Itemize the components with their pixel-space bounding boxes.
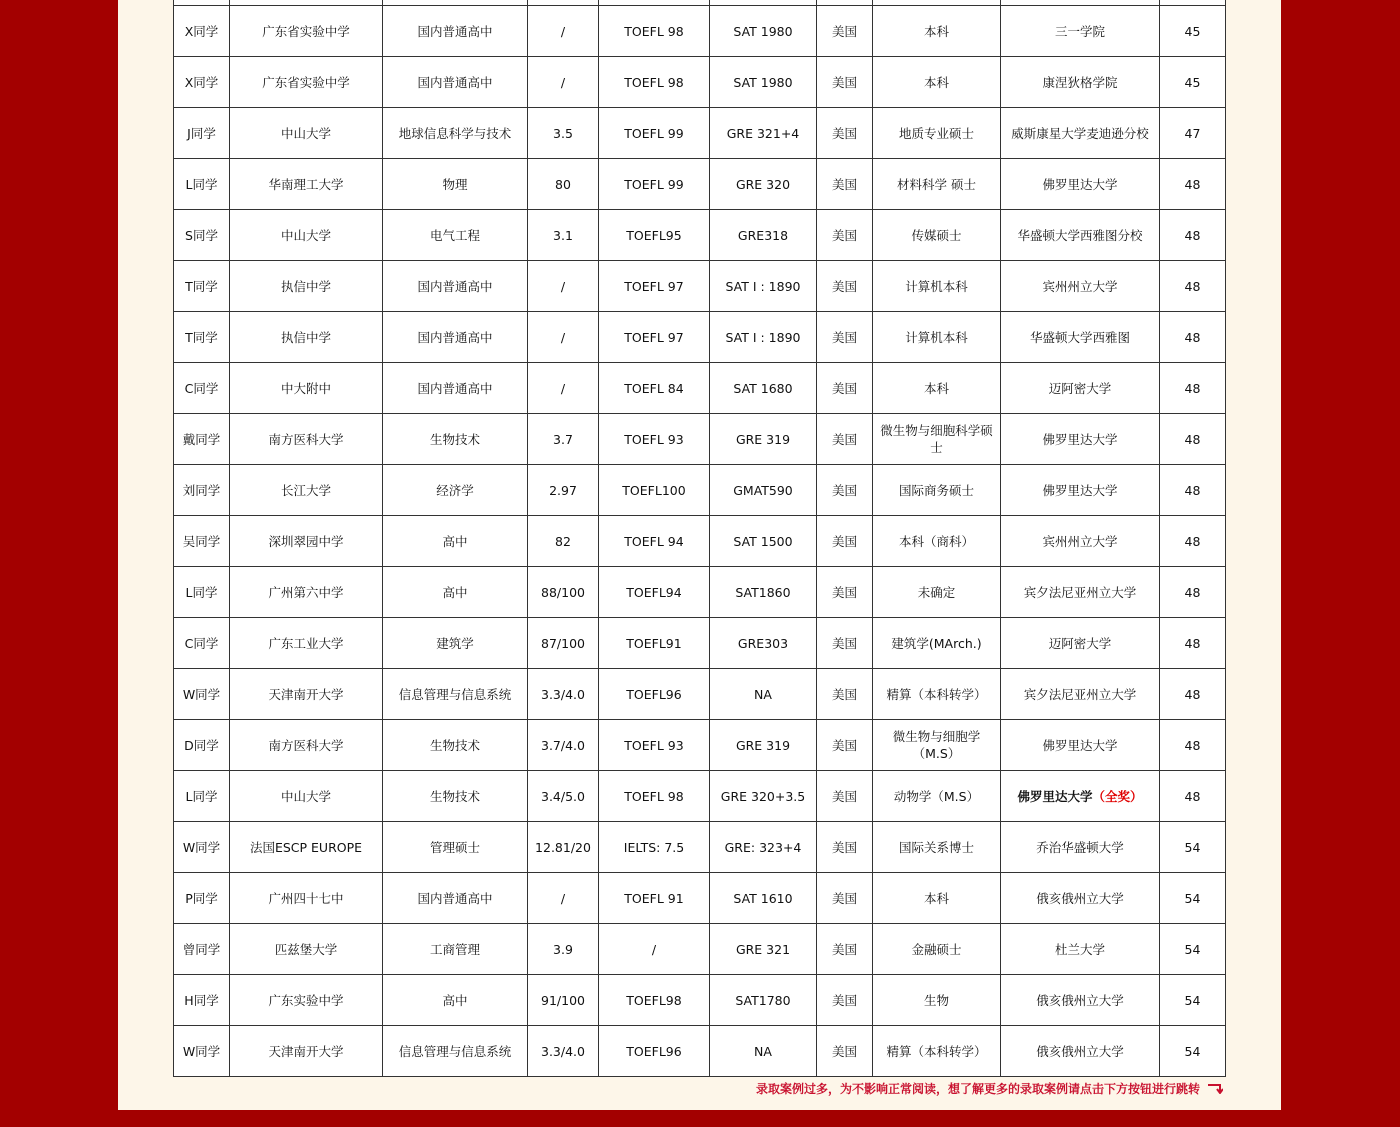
table-row bbox=[174, 414, 1226, 465]
cell-name: 刘同学 bbox=[174, 465, 230, 516]
cell-name: L同学 bbox=[174, 567, 230, 618]
cell-gpa: 87/100 bbox=[528, 618, 599, 669]
cell-school: 广东实验中学 bbox=[230, 975, 383, 1026]
cell-degree: 本科 bbox=[873, 363, 1001, 414]
cell-name: 戴同学 bbox=[174, 414, 230, 465]
cell-major: 工商管理 bbox=[383, 924, 528, 975]
cell-name: S同学 bbox=[174, 210, 230, 261]
cell-school: 广东省实验中学 bbox=[230, 6, 383, 57]
cell-major: 国内普通高中 bbox=[383, 57, 528, 108]
return-arrow-icon[interactable] bbox=[1207, 1082, 1223, 1094]
table-row bbox=[174, 822, 1226, 873]
cell-admit: 俄亥俄州立大学 bbox=[1001, 975, 1160, 1026]
cell-country: 美国 bbox=[817, 312, 873, 363]
cell-rank: 48 bbox=[1160, 210, 1226, 261]
admit-school: 佛罗里达大学 bbox=[1017, 788, 1093, 804]
cell-gpa: / bbox=[528, 261, 599, 312]
cell-rank: 48 bbox=[1160, 414, 1226, 465]
cell-degree: 动物学（M.S） bbox=[873, 771, 1001, 822]
award-badge: （全奖） bbox=[1092, 788, 1143, 804]
cell-admit: 华盛顿大学西雅图 bbox=[1001, 312, 1160, 363]
cell-school: 深圳翠园中学 bbox=[230, 516, 383, 567]
cell-country: 美国 bbox=[817, 6, 873, 57]
cell-rank: 48 bbox=[1160, 516, 1226, 567]
cell-gpa: 88/100 bbox=[528, 567, 599, 618]
cell-country: 美国 bbox=[817, 618, 873, 669]
cell-school: 广州四十七中 bbox=[230, 873, 383, 924]
cell-major: 电气工程 bbox=[383, 210, 528, 261]
cell-admit: 康涅狄格学院 bbox=[1001, 57, 1160, 108]
cell-major: 国内普通高中 bbox=[383, 312, 528, 363]
table-row bbox=[174, 6, 1226, 57]
cell-rank: 45 bbox=[1160, 57, 1226, 108]
cell-lang: TOEFL 98 bbox=[599, 57, 710, 108]
cell-lang: TOEFL 84 bbox=[599, 363, 710, 414]
cell-degree: 本科 bbox=[873, 6, 1001, 57]
cell-test: SAT1860 bbox=[710, 567, 817, 618]
table-row bbox=[174, 975, 1226, 1026]
cell-country: 美国 bbox=[817, 975, 873, 1026]
cell-test: GRE 320+3.5 bbox=[710, 771, 817, 822]
cell-major: 高中 bbox=[383, 516, 528, 567]
cell-admit: 佛罗里达大学 bbox=[1001, 414, 1160, 465]
cell-gpa: 91/100 bbox=[528, 975, 599, 1026]
cell-school: 广东省实验中学 bbox=[230, 57, 383, 108]
cell-test: NA bbox=[710, 1026, 817, 1077]
cell-gpa: / bbox=[528, 57, 599, 108]
cell-admit: 俄亥俄州立大学 bbox=[1001, 1026, 1160, 1077]
cell-lang: TOEFL98 bbox=[599, 975, 710, 1026]
table-row bbox=[174, 771, 1226, 822]
cell-lang: IELTS: 7.5 bbox=[599, 822, 710, 873]
cell-school: 天津南开大学 bbox=[230, 1026, 383, 1077]
table-row bbox=[174, 567, 1226, 618]
cell-country: 美国 bbox=[817, 465, 873, 516]
cell-lang: TOEFL91 bbox=[599, 618, 710, 669]
cell-school: 中山大学 bbox=[230, 210, 383, 261]
cell-country: 美国 bbox=[817, 873, 873, 924]
cell-degree: 金融硕士 bbox=[873, 924, 1001, 975]
cell-school: 中山大学 bbox=[230, 108, 383, 159]
cell-major: 地球信息科学与技术 bbox=[383, 108, 528, 159]
cell-name: C同学 bbox=[174, 363, 230, 414]
cell-name: 曾同学 bbox=[174, 924, 230, 975]
cell-school: 中山大学 bbox=[230, 771, 383, 822]
cell-gpa: 3.5 bbox=[528, 108, 599, 159]
cell-country: 美国 bbox=[817, 924, 873, 975]
cell-test: GRE303 bbox=[710, 618, 817, 669]
cell-school: 华南理工大学 bbox=[230, 159, 383, 210]
cell-rank: 48 bbox=[1160, 363, 1226, 414]
cell-name: T同学 bbox=[174, 312, 230, 363]
cell-test: GRE 321+4 bbox=[710, 108, 817, 159]
cell-degree: 建筑学(MArch.) bbox=[873, 618, 1001, 669]
cell-name: J同学 bbox=[174, 108, 230, 159]
cell-test: SAT 1980 bbox=[710, 57, 817, 108]
cell-lang: TOEFL 93 bbox=[599, 720, 710, 771]
cell-lang: TOEFL 98 bbox=[599, 6, 710, 57]
cell-major: 高中 bbox=[383, 975, 528, 1026]
cell-lang: TOEFL 98 bbox=[599, 771, 710, 822]
admission-cases-table bbox=[173, 0, 1226, 1077]
cell-rank: 54 bbox=[1160, 822, 1226, 873]
cell-lang: TOEFL 97 bbox=[599, 261, 710, 312]
cell-admit: 迈阿密大学 bbox=[1001, 363, 1160, 414]
cell-degree: 精算（本科转学） bbox=[873, 1026, 1001, 1077]
table-row bbox=[174, 720, 1226, 771]
cell-major: 生物技术 bbox=[383, 771, 528, 822]
cell-name: L同学 bbox=[174, 771, 230, 822]
cell-major: 物理 bbox=[383, 159, 528, 210]
cell-gpa: / bbox=[528, 873, 599, 924]
cell-test: SAT I : 1890 bbox=[710, 312, 817, 363]
cell-country: 美国 bbox=[817, 210, 873, 261]
cell-degree: 微生物与细胞科学硕士 bbox=[873, 414, 1001, 465]
cell-name: X同学 bbox=[174, 6, 230, 57]
cell-country: 美国 bbox=[817, 57, 873, 108]
cell-school: 南方医科大学 bbox=[230, 414, 383, 465]
table-row bbox=[174, 210, 1226, 261]
cell-degree: 精算（本科转学） bbox=[873, 669, 1001, 720]
cell-major: 国内普通高中 bbox=[383, 873, 528, 924]
cell-name: H同学 bbox=[174, 975, 230, 1026]
cell-country: 美国 bbox=[817, 822, 873, 873]
cell-gpa: / bbox=[528, 363, 599, 414]
table-row bbox=[174, 618, 1226, 669]
cell-rank: 47 bbox=[1160, 108, 1226, 159]
cell-lang: TOEFL94 bbox=[599, 567, 710, 618]
cell-rank: 48 bbox=[1160, 567, 1226, 618]
cell-school: 南方医科大学 bbox=[230, 720, 383, 771]
cell-degree: 未确定 bbox=[873, 567, 1001, 618]
cell-admit: 佛罗里达大学 bbox=[1001, 720, 1160, 771]
cell-gpa: / bbox=[528, 312, 599, 363]
cell-lang: / bbox=[599, 924, 710, 975]
cell-school: 法国ESCP EUROPE bbox=[230, 822, 383, 873]
cell-lang: TOEFL100 bbox=[599, 465, 710, 516]
cell-admit: 宾夕法尼亚州立大学 bbox=[1001, 567, 1160, 618]
cell-gpa: 82 bbox=[528, 516, 599, 567]
table-row bbox=[174, 261, 1226, 312]
cell-gpa: / bbox=[528, 6, 599, 57]
cell-admit: 威斯康星大学麦迪逊分校 bbox=[1001, 108, 1160, 159]
cell-school: 执信中学 bbox=[230, 312, 383, 363]
cell-country: 美国 bbox=[817, 363, 873, 414]
cell-school: 中大附中 bbox=[230, 363, 383, 414]
cell-major: 国内普通高中 bbox=[383, 363, 528, 414]
cell-school: 广东工业大学 bbox=[230, 618, 383, 669]
cell-degree: 本科 bbox=[873, 873, 1001, 924]
cell-test: SAT I : 1890 bbox=[710, 261, 817, 312]
cell-gpa: 3.7 bbox=[528, 414, 599, 465]
cell-test: GRE 321 bbox=[710, 924, 817, 975]
cell-lang: TOEFL 99 bbox=[599, 159, 710, 210]
cell-school: 天津南开大学 bbox=[230, 669, 383, 720]
cell-lang: TOEFL 99 bbox=[599, 108, 710, 159]
cell-name: D同学 bbox=[174, 720, 230, 771]
cell-degree: 本科 bbox=[873, 57, 1001, 108]
cell-lang: TOEFL96 bbox=[599, 1026, 710, 1077]
cell-lang: TOEFL 97 bbox=[599, 312, 710, 363]
cell-gpa: 3.1 bbox=[528, 210, 599, 261]
cell-country: 美国 bbox=[817, 261, 873, 312]
cell-rank: 48 bbox=[1160, 771, 1226, 822]
cell-major: 国内普通高中 bbox=[383, 261, 528, 312]
cell-name: P同学 bbox=[174, 873, 230, 924]
cell-admit: 宾州州立大学 bbox=[1001, 516, 1160, 567]
cell-test: SAT 1980 bbox=[710, 6, 817, 57]
cell-test: SAT 1500 bbox=[710, 516, 817, 567]
cell-country: 美国 bbox=[817, 1026, 873, 1077]
cell-name: W同学 bbox=[174, 1026, 230, 1077]
cell-major: 管理硕士 bbox=[383, 822, 528, 873]
cell-country: 美国 bbox=[817, 108, 873, 159]
cell-admit: 杜兰大学 bbox=[1001, 924, 1160, 975]
cell-country: 美国 bbox=[817, 720, 873, 771]
cell-test: GRE 319 bbox=[710, 720, 817, 771]
cell-school: 执信中学 bbox=[230, 261, 383, 312]
cell-lang: TOEFL96 bbox=[599, 669, 710, 720]
cell-degree: 地质专业硕士 bbox=[873, 108, 1001, 159]
cell-gpa: 2.97 bbox=[528, 465, 599, 516]
cell-rank: 48 bbox=[1160, 669, 1226, 720]
cell-test: GMAT590 bbox=[710, 465, 817, 516]
cell-gpa: 3.7/4.0 bbox=[528, 720, 599, 771]
cell-rank: 54 bbox=[1160, 924, 1226, 975]
cell-major: 生物技术 bbox=[383, 414, 528, 465]
cell-degree: 国际关系博士 bbox=[873, 822, 1001, 873]
cell-rank: 54 bbox=[1160, 1026, 1226, 1077]
cell-rank: 48 bbox=[1160, 312, 1226, 363]
table-row bbox=[174, 159, 1226, 210]
cell-degree: 计算机本科 bbox=[873, 312, 1001, 363]
cell-name: W同学 bbox=[174, 822, 230, 873]
cell-rank: 45 bbox=[1160, 6, 1226, 57]
cell-name: 吴同学 bbox=[174, 516, 230, 567]
cell-lang: TOEFL 93 bbox=[599, 414, 710, 465]
table-row bbox=[174, 108, 1226, 159]
cell-name: X同学 bbox=[174, 57, 230, 108]
cell-major: 高中 bbox=[383, 567, 528, 618]
cell-lang: TOEFL95 bbox=[599, 210, 710, 261]
cell-rank: 48 bbox=[1160, 465, 1226, 516]
cell-test: GRE: 323+4 bbox=[710, 822, 817, 873]
cell-gpa: 3.4/5.0 bbox=[528, 771, 599, 822]
cell-degree: 生物 bbox=[873, 975, 1001, 1026]
cell-gpa: 3.3/4.0 bbox=[528, 669, 599, 720]
cell-test: GRE 319 bbox=[710, 414, 817, 465]
table-row bbox=[174, 465, 1226, 516]
cell-gpa: 3.3/4.0 bbox=[528, 1026, 599, 1077]
cell-rank: 54 bbox=[1160, 975, 1226, 1026]
cell-test: NA bbox=[710, 669, 817, 720]
cell-degree: 微生物与细胞学（M.S） bbox=[873, 720, 1001, 771]
cell-rank: 48 bbox=[1160, 159, 1226, 210]
table-row bbox=[174, 363, 1226, 414]
cell-school: 广州第六中学 bbox=[230, 567, 383, 618]
cell-country: 美国 bbox=[817, 414, 873, 465]
cell-major: 国内普通高中 bbox=[383, 6, 528, 57]
cell-major: 经济学 bbox=[383, 465, 528, 516]
cell-country: 美国 bbox=[817, 159, 873, 210]
cell-country: 美国 bbox=[817, 567, 873, 618]
cell-school: 长江大学 bbox=[230, 465, 383, 516]
cell-admit: 华盛顿大学西雅图分校 bbox=[1001, 210, 1160, 261]
cell-test: GRE318 bbox=[710, 210, 817, 261]
cell-test: SAT1780 bbox=[710, 975, 817, 1026]
cell-name: T同学 bbox=[174, 261, 230, 312]
cell-test: SAT 1680 bbox=[710, 363, 817, 414]
cell-test: GRE 320 bbox=[710, 159, 817, 210]
cell-country: 美国 bbox=[817, 669, 873, 720]
cell-admit: 佛罗里达大学 bbox=[1001, 465, 1160, 516]
cell-major: 信息管理与信息系统 bbox=[383, 1026, 528, 1077]
cell-admit: 俄亥俄州立大学 bbox=[1001, 873, 1160, 924]
cell-country: 美国 bbox=[817, 771, 873, 822]
cell-degree: 国际商务硕士 bbox=[873, 465, 1001, 516]
cell-rank: 48 bbox=[1160, 618, 1226, 669]
cell-name: L同学 bbox=[174, 159, 230, 210]
cell-degree: 本科（商科） bbox=[873, 516, 1001, 567]
cell-school: 匹兹堡大学 bbox=[230, 924, 383, 975]
cell-degree: 计算机本科 bbox=[873, 261, 1001, 312]
cell-rank: 48 bbox=[1160, 261, 1226, 312]
cell-admit: 宾夕法尼亚州立大学 bbox=[1001, 669, 1160, 720]
cell-rank: 54 bbox=[1160, 873, 1226, 924]
table-row bbox=[174, 516, 1226, 567]
cell-admit: 佛罗里达大学 bbox=[1001, 159, 1160, 210]
cell-gpa: 3.9 bbox=[528, 924, 599, 975]
table-row bbox=[174, 873, 1226, 924]
cell-degree: 材料科学 硕士 bbox=[873, 159, 1001, 210]
table-row bbox=[174, 57, 1226, 108]
table-row bbox=[174, 312, 1226, 363]
cell-gpa: 80 bbox=[528, 159, 599, 210]
cell-test: SAT 1610 bbox=[710, 873, 817, 924]
cell-lang: TOEFL 91 bbox=[599, 873, 710, 924]
cell-admit: 三一学院 bbox=[1001, 6, 1160, 57]
table-row bbox=[174, 1026, 1226, 1077]
cell-rank: 48 bbox=[1160, 720, 1226, 771]
cell-major: 建筑学 bbox=[383, 618, 528, 669]
cell-country: 美国 bbox=[817, 516, 873, 567]
more-cases-note: 录取案例过多，为不影响正常阅读，想了解更多的录取案例请点击下方按钮进行跳转 bbox=[755, 1082, 1200, 1096]
cell-admit: 迈阿密大学 bbox=[1001, 618, 1160, 669]
cell-gpa: 12.81/20 bbox=[528, 822, 599, 873]
table-row bbox=[174, 669, 1226, 720]
cell-admit: 乔治华盛顿大学 bbox=[1001, 822, 1160, 873]
cell-major: 信息管理与信息系统 bbox=[383, 669, 528, 720]
cell-name: W同学 bbox=[174, 669, 230, 720]
cell-admit bbox=[1001, 771, 1160, 822]
table-row bbox=[174, 924, 1226, 975]
cell-major: 生物技术 bbox=[383, 720, 528, 771]
cell-lang: TOEFL 94 bbox=[599, 516, 710, 567]
cell-name: C同学 bbox=[174, 618, 230, 669]
cell-degree: 传媒硕士 bbox=[873, 210, 1001, 261]
cell-admit: 宾州州立大学 bbox=[1001, 261, 1160, 312]
